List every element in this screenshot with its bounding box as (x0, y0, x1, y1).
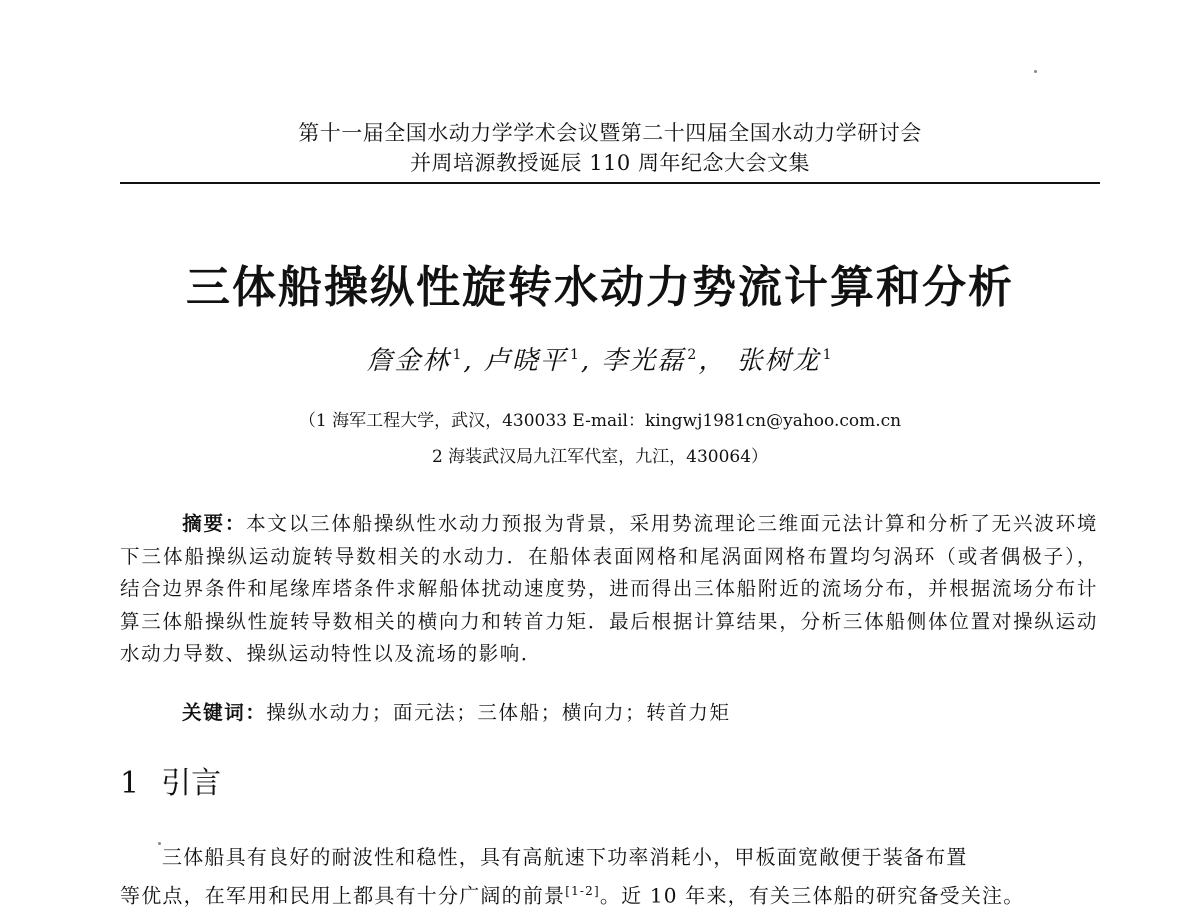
scan-speck (158, 842, 161, 845)
affiliations (100, 403, 1100, 475)
affiliation-line1: （1 海军工程大学，武汉，430033 E-mail：kingwj1981cn@yahoo.com.cn (298, 411, 902, 431)
header-divider (120, 182, 1100, 184)
author-affiliation-mark: 1 (822, 347, 834, 364)
section-number: 1 (120, 766, 140, 801)
conference-header (120, 118, 1100, 178)
author-name: 李光磊 (601, 346, 686, 376)
scan-speck (1034, 70, 1037, 73)
author-affiliation-mark: 2 (687, 347, 699, 364)
keywords-label: 关键词 (182, 701, 246, 724)
author-name: 卢晓平 (483, 346, 568, 376)
body-line: 三体船具有良好的耐波性和稳性，具有高航速下功率消耗小，甲板面宽敞便于装备布置 (162, 845, 968, 869)
citation: [1-2] (565, 884, 600, 898)
paper-title: 三体船操纵性旋转水动力势流计算和分析 (186, 262, 1014, 313)
author-separator: , (463, 346, 484, 376)
abstract-label: 摘要 (182, 512, 225, 535)
section-title: 引言 (161, 766, 222, 801)
keywords-text: 操纵水动力；面元法；三体船；横向力；转首力矩 (266, 701, 731, 724)
body-line: 等优点，在军用和民用上都具有十分广阔的前景[1-2]。近 10 年来，有关三体船的研究备受关注。 (120, 883, 1025, 908)
author-affiliation-mark: 1 (569, 347, 581, 364)
conference-header-line1: 第十一届全国水动力学学术会议暨第二十四届全国水动力学研讨会 (298, 121, 922, 145)
author-list (100, 340, 1100, 377)
abstract-text: 本文以三体船操纵性水动力预报为背景，采用势流理论三维面元法计算和分析了无兴波环境下三体船操纵运动旋转导数相关的水动力．在船体表面网格和尾涡面网格布置均匀涡环（或者偶极子），结合边界条件和尾缘库塔条件求解船体扰动速度势，进而得出三体船附近的流场分布，并根据流场分布计算三体船操纵性旋转导数相关的横向力和转首力矩．最后根据计算结果，分析三体船侧体位置对操纵运动水动力导数、操纵运动特性以及流场的影响． (120, 512, 1098, 665)
section-heading (120, 764, 221, 804)
author-separator: ， (698, 346, 737, 376)
affiliation-line2: 2 海装武汉局九江军代室，九江，430064） (431, 447, 769, 467)
author-affiliation-mark: 1 (452, 347, 464, 364)
author-name: 詹金林 (366, 346, 451, 376)
author-separator: , (580, 346, 602, 376)
author-name: 张树龙 (736, 346, 821, 376)
keywords: 关键词：操纵水动力；面元法；三体船；横向力；转首力矩 (182, 701, 731, 724)
abstract: 摘要：本文以三体船操纵性水动力预报为背景，采用势流理论三维面元法计算和分析了无兴波环境下三体船操纵运动旋转导数相关的水动力．在船体表面网格和尾涡面网格布置均匀涡环（或者偶极子），结合边界条件和尾缘库塔条件求解船体扰动速度势，进而得出三体船附近的流场分布，并根据流场分布计算三体船操纵性旋转导数相关的横向力和转首力矩．最后根据计算结果，分析三体船侧体位置对操纵运动水动力导数、操纵运动特性以及流场的影响． (120, 512, 1098, 665)
conference-header-line2: 并周培源教授诞辰 110 周年纪念大会文集 (410, 151, 810, 175)
